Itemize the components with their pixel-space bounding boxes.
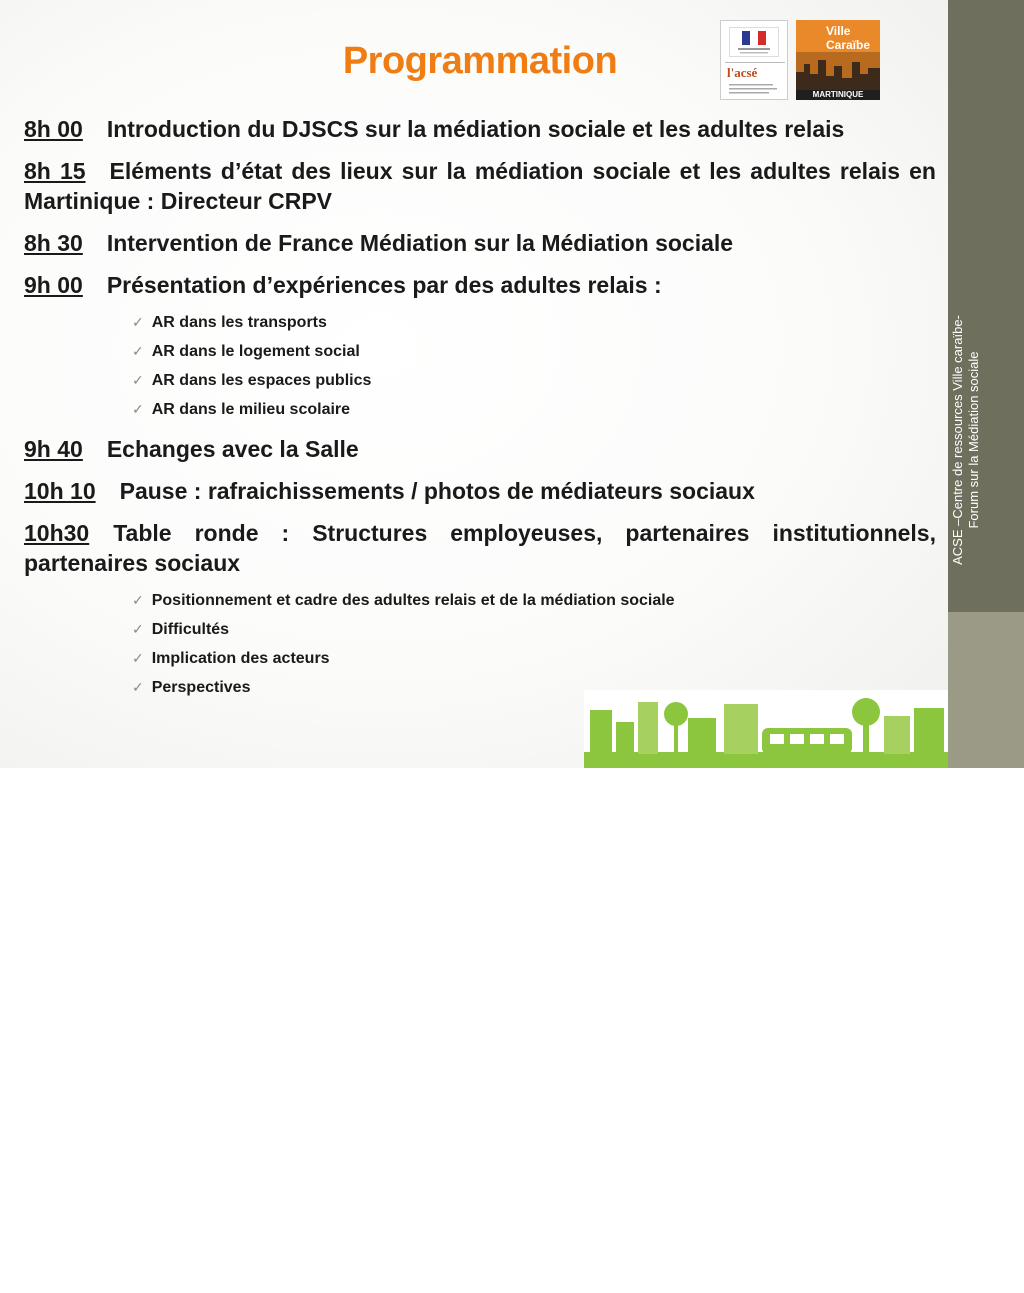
program-item-time: 10h 10 [24, 478, 96, 504]
program-subitem [132, 644, 936, 673]
program-subitem-label: AR dans le milieu scolaire [151, 401, 351, 418]
sidebar-caption [950, 290, 982, 590]
city-skyline-icon [796, 52, 880, 90]
program-item-text: Echanges avec la Salle [106, 436, 359, 462]
program-item-text: Présentation d’expériences par des adultes relais : [106, 272, 662, 298]
program-item [24, 518, 936, 578]
acse-caption-lines [729, 83, 779, 97]
program-item-text: Table ronde : Structures employeuses, partenaires institutionnels, partenaires sociaux [24, 520, 936, 576]
acse-wordmark: l'acsé [727, 65, 758, 80]
program-subitem [132, 337, 936, 366]
ville-caraibe-logo [796, 20, 880, 100]
program-item [24, 270, 936, 300]
sidebar-caption-line1: ACSE –Centre de ressources Ville caraïbe- [950, 315, 965, 565]
program-subitem-label: Implication des acteurs [151, 650, 330, 667]
checkmark-icon: ✓ [132, 401, 144, 417]
sidebar [948, 0, 1024, 1278]
logo-divider [725, 62, 785, 63]
checkmark-icon: ✓ [132, 372, 144, 388]
program-item-time: 8h 00 [24, 116, 83, 142]
program-item-time: 9h 40 [24, 436, 83, 462]
program-subitem-label: Difficultés [151, 621, 230, 638]
program-item-time: 8h 30 [24, 230, 83, 256]
program-list [24, 114, 936, 712]
sidebar-footer-block [948, 612, 1024, 1278]
program-subitem-label: AR dans le logement social [151, 343, 360, 360]
program-subitem [132, 366, 936, 395]
program-item-text: Intervention de France Médiation sur la Médiation sociale [106, 230, 734, 256]
city-illustration [584, 682, 948, 768]
ville-caraibe-footer: MARTINIQUE [796, 90, 880, 100]
program-item [24, 114, 936, 144]
program-subitem [132, 586, 936, 615]
program-item [24, 434, 936, 464]
program-subitem-label: Positionnement et cadre des adultes relais et de la médiation sociale [151, 592, 675, 609]
program-item-time: 8h 15 [24, 158, 86, 184]
program-subitem [132, 308, 936, 337]
program-item [24, 476, 936, 506]
program-item-text: Pause : rafraichissements / photos de médiateurs sociaux [119, 478, 755, 504]
program-subitem-label: AR dans les transports [151, 314, 327, 331]
program-item [24, 156, 936, 216]
program-subitem [132, 395, 936, 424]
checkmark-icon: ✓ [132, 592, 144, 608]
program-item-time: 10h30 [24, 520, 90, 546]
program-subitem-list [24, 308, 936, 424]
ville-caraibe-line1: Ville [826, 24, 851, 38]
program-item-text: Eléments d’état des lieux sur la médiation sociale et les adultes relais en Martinique : Directeur CRPV [24, 158, 936, 214]
page-number: 2 [955, 1245, 1017, 1293]
checkmark-icon: ✓ [132, 343, 144, 359]
program-item [24, 228, 936, 258]
program-subitem-label: Perspectives [151, 679, 251, 696]
program-item-text: Introduction du DJSCS sur la médiation sociale et les adultes relais [106, 116, 845, 142]
republique-francaise-logo [729, 27, 779, 57]
ville-caraibe-line2: Caraïbe [826, 38, 871, 52]
program-subitem-label: AR dans les espaces publics [151, 372, 372, 389]
acse-logo [720, 20, 788, 100]
sidebar-caption-line2: Forum sur la Médiation sociale [966, 351, 981, 529]
program-item-time: 9h 00 [24, 272, 83, 298]
program-subitem [132, 615, 936, 644]
checkmark-icon: ✓ [132, 314, 144, 330]
page-title: Programmation [342, 40, 618, 82]
checkmark-icon: ✓ [132, 650, 144, 666]
checkmark-icon: ✓ [132, 621, 144, 637]
checkmark-icon: ✓ [132, 679, 144, 695]
